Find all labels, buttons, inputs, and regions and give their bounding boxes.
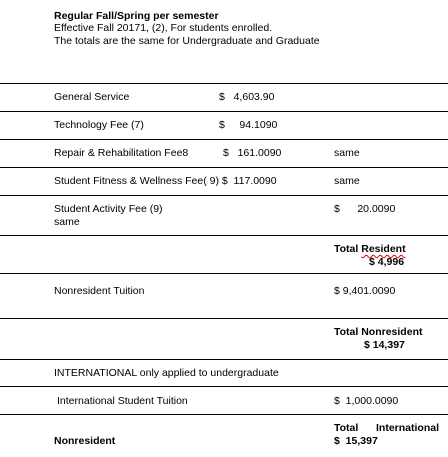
total-international-amount: $ 15,397 <box>334 435 378 447</box>
activity-fee-label: Student Activity Fee (9) <box>54 203 163 215</box>
fitness-fee-label: Student Fitness & Wellness Fee( 9) $ 117.0090 <box>54 175 277 187</box>
total-resident-label <box>334 243 406 256</box>
header-line-1: Effective Fall 20171, (2), For students enrolled. <box>54 22 273 34</box>
total-international-label-a: Total <box>334 422 359 434</box>
total-resident-word: Resident <box>361 243 406 255</box>
rule <box>0 83 448 84</box>
intl-tuition-label: International Student Tuition <box>57 395 188 407</box>
repair-fee-note: same <box>334 147 360 159</box>
header-line-2: The totals are the same for Undergraduate and Graduate <box>54 35 320 47</box>
rule <box>0 386 448 387</box>
rule <box>0 235 448 236</box>
fitness-fee-note: same <box>334 175 360 187</box>
nonresident-tuition-amount: $ 9,401.0090 <box>334 285 396 297</box>
rule <box>0 139 448 140</box>
technology-fee-amount: $ 94.1090 <box>219 119 278 131</box>
international-note: INTERNATIONAL only applied to undergraduate <box>54 367 279 379</box>
repair-fee-amount: $ 161.0090 <box>223 147 282 159</box>
general-service-label: General Service <box>54 91 130 103</box>
rule <box>0 111 448 112</box>
rule <box>0 359 448 360</box>
total-international-label-b: International <box>376 422 440 434</box>
total-nonresident-amount: $ 14,397 <box>364 339 405 351</box>
activity-fee-note: same <box>54 216 80 228</box>
rule <box>0 414 448 415</box>
nonresident-tuition-label: Nonresident Tuition <box>54 285 145 297</box>
header-title: Regular Fall/Spring per semester <box>54 10 219 22</box>
intl-tuition-amount: $ 1,000.0090 <box>334 395 399 407</box>
total-nonresident-label: Total Nonresident <box>334 326 423 338</box>
activity-fee-amount: $ 20.0090 <box>334 203 396 215</box>
total-resident-prefix: Total <box>334 243 362 255</box>
total-international-left-label: Nonresident <box>54 435 116 447</box>
technology-fee-label: Technology Fee (7) <box>54 119 144 131</box>
general-service-amount: $ 4,603.90 <box>219 91 275 103</box>
rule <box>0 195 448 196</box>
total-resident-amount: $ 4,996 <box>369 256 405 268</box>
rule <box>0 273 448 274</box>
rule <box>0 167 448 168</box>
rule <box>0 318 448 319</box>
repair-fee-label: Repair & Rehabilitation Fee8 <box>54 147 189 159</box>
